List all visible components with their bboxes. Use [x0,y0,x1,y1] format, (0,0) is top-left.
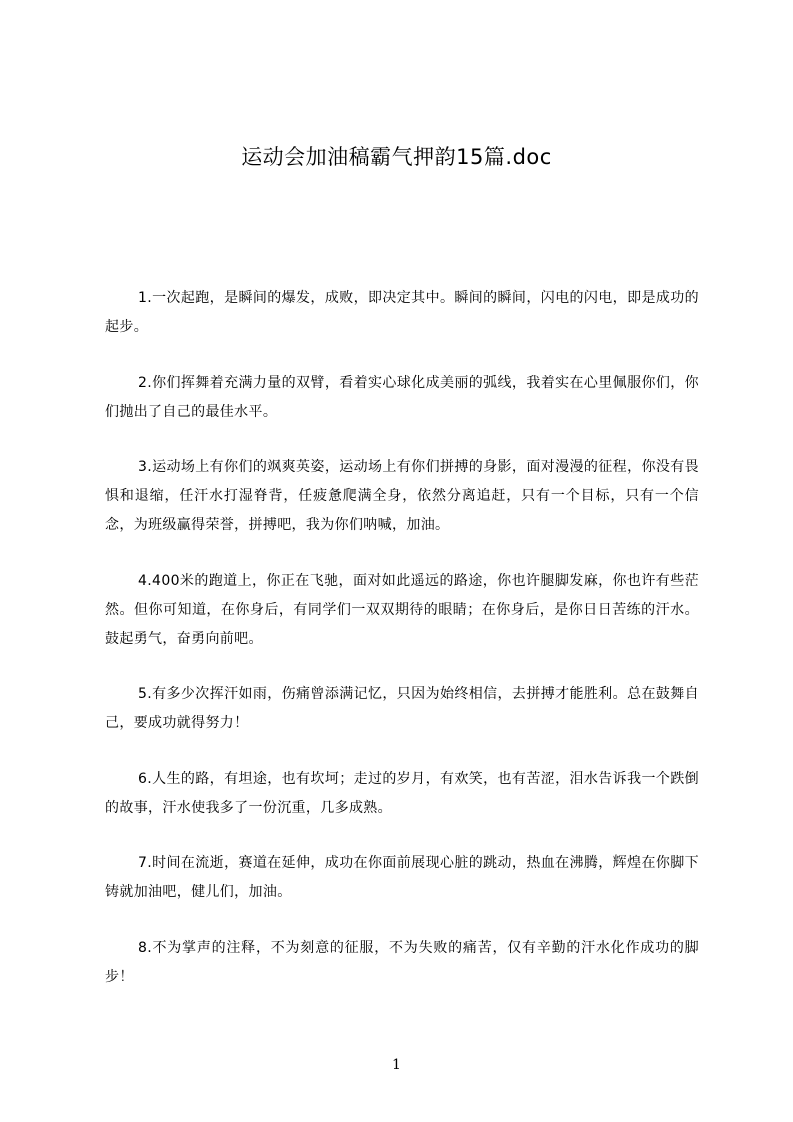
page-number: 1 [392,1057,401,1073]
paragraph-8: 8.不为掌声的注释，不为刻意的征服，不为失败的痛苦，仅有辛勤的汗水化作成功的脚步！ [105,939,699,985]
paragraph-5: 5.有多少次挥汗如雨，伤痛曾添满记忆，只因为始终相信，去拼搏才能胜利。总在鼓舞自己，要成功就得努力！ [105,686,699,731]
document-title: 运动会加油稿霸气押韵15篇.doc [241,145,552,169]
document-body [105,284,699,1018]
paragraph-3: 3.运动场上有你们的飒爽英姿，运动场上有你们拼搏的身影，面对漫漫的征程，你没有畏惧和退缩，任汗水打湿脊背，任疲惫爬满全身，依然分离追赶，只有一个目标，只有一个信念，为班级赢得荣誉，拼搏吧，我为你们呐喊，加油。 [105,459,699,533]
paragraph-4: 4.400米的跑道上，你正在飞驰，面对如此遥远的路途，你也许腿脚发麻，你也许有些茫然。但你可知道，在你身后，有同学们一双双期待的眼睛；在你身后，是你日日苦练的汗水。鼓起勇气，奋勇向前吧。 [105,572,699,647]
paragraph-1: 1.一次起跑，是瞬间的爆发，成败，即决定其中。瞬间的瞬间，闪电的闪电，即是成功的起步。 [105,290,699,335]
paragraph-2: 2.你们挥舞着充满力量的双臂，看着实心球化成美丽的弧线，我着实在心里佩服你们，你们抛出了自己的最佳水平。 [105,374,699,420]
paragraph-7: 7.时间在流逝，赛道在延伸，成功在你面前展现心脏的跳动，热血在沸腾，辉煌在你脚下铸就加油吧，健儿们，加油。 [105,855,699,900]
paragraph-6: 6.人生的路，有坦途，也有坎坷；走过的岁月，有欢笑，也有苦涩，泪水告诉我一个跌倒的故事，汗水使我多了一份沉重，几多成熟。 [105,770,699,816]
